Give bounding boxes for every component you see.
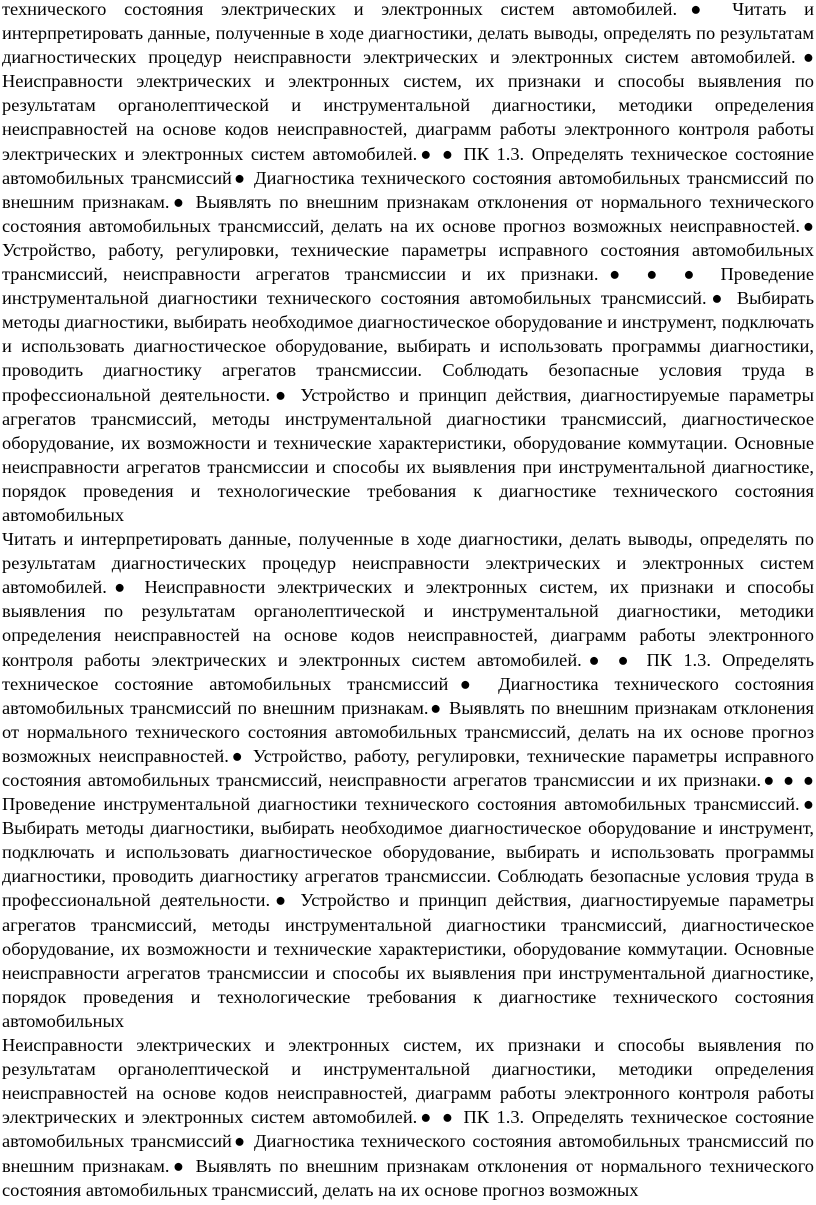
- paragraph-2: Читать и интерпретировать данные, полученные в ходе диагностики, делать выводы, определять по результатам диагностических процедур неисправности электрических и электронных систем автомобилей.● Неисправности электрических и электронных систем, их признаки и способы выявления по результатам органолептической и инструментальной диагностики, методики определения неисправностей на основе кодов неисправностей, диаграмм работы электронного контроля работы электрических и электронных систем автомобилей.● ● ПК 1.3. Определять техническое состояние автомобильных трансмиссий● Диагностика технического состояния автомобильных трансмиссий по внешним признакам.● Выявлять по внешним признакам отклонения от нормального технического состояния автомобильных трансмиссий, делать на их основе прогноз возможных неисправностей.● Устройство, работу, регулировки, технические параметры исправного состояния автомобильных трансмиссий, неисправности агрегатов трансмиссии и их признаки.● ● ● Проведение инструментальной диагностики технического состояния автомобильных трансмиссий.● Выбирать методы диагностики, выбирать необходимое диагностическое оборудование и инструмент, подключать и использовать диагностическое оборудование, выбирать и использовать программы диагностики, проводить диагностику агрегатов трансмиссии. Соблюдать безопасные условия труда в профессиональной деятельности.● Устройство и принцип действия, диагностируемые параметры агрегатов трансмиссий, методы инструментальной диагностики трансмиссий, диагностическое оборудование, их возможности и технические характеристики, оборудование коммутации. Основные неисправности агрегатов трансмиссии и способы их выявления при инструментальной диагностике, порядок проведения и технологические требования к диагностике технического состояния автомобильных: [2, 529, 814, 1031]
- paragraph-1: технического состояния электрических и электронных систем автомобилей.● Читать и интерпретировать данные, полученные в ходе диагностики, делать выводы, определять по результатам диагностических процедур неисправности электрических и электронных систем автомобилей.● Неисправности электрических и электронных систем, их признаки и способы выявления по результатам органолептической и инструментальной диагностики, методики определения неисправностей на основе кодов неисправностей, диаграмм работы электронного контроля работы электрических и электронных систем автомобилей.● ● ПК 1.3. Определять техническое состояние автомобильных трансмиссий● Диагностика технического состояния автомобильных трансмиссий по внешним признакам.● Выявлять по внешним признакам отклонения от нормального технического состояния автомобильных трансмиссий, делать на их основе прогноз возможных неисправностей.● Устройство, работу, регулировки, технические параметры исправного состояния автомобильных трансмиссий, неисправности агрегатов трансмиссии и их признаки.● ● ● Проведение инструментальной диагностики технического состояния автомобильных трансмиссий.● Выбирать методы диагностики, выбирать необходимое диагностическое оборудование и инструмент, подключать и использовать диагностическое оборудование, выбирать и использовать программы диагностики, проводить диагностику агрегатов трансмиссии. Соблюдать безопасные условия труда в профессиональной деятельности.● Устройство и принцип действия, диагностируемые параметры агрегатов трансмиссий, методы инструментальной диагностики трансмиссий, диагностическое оборудование, их возможности и технические характеристики, оборудование коммутации. Основные неисправности агрегатов трансмиссии и способы их выявления при инструментальной диагностике, порядок проведения и технологические требования к диагностике технического состояния автомобильных: [2, 0, 814, 525]
- paragraph-3: Неисправности электрических и электронных систем, их признаки и способы выявления по результатам органолептической и инструментальной диагностики, методики определения неисправностей на основе кодов неисправностей, диаграмм работы электронного контроля работы электрических и электронных систем автомобилей.● ● ПК 1.3. Определять техническое состояние автомобильных трансмиссий● Диагностика технического состояния автомобильных трансмиссий по внешним признакам.● Выявлять по внешним признакам отклонения от нормального технического состояния автомобильных трансмиссий, делать на их основе прогноз возможных: [2, 1035, 814, 1200]
